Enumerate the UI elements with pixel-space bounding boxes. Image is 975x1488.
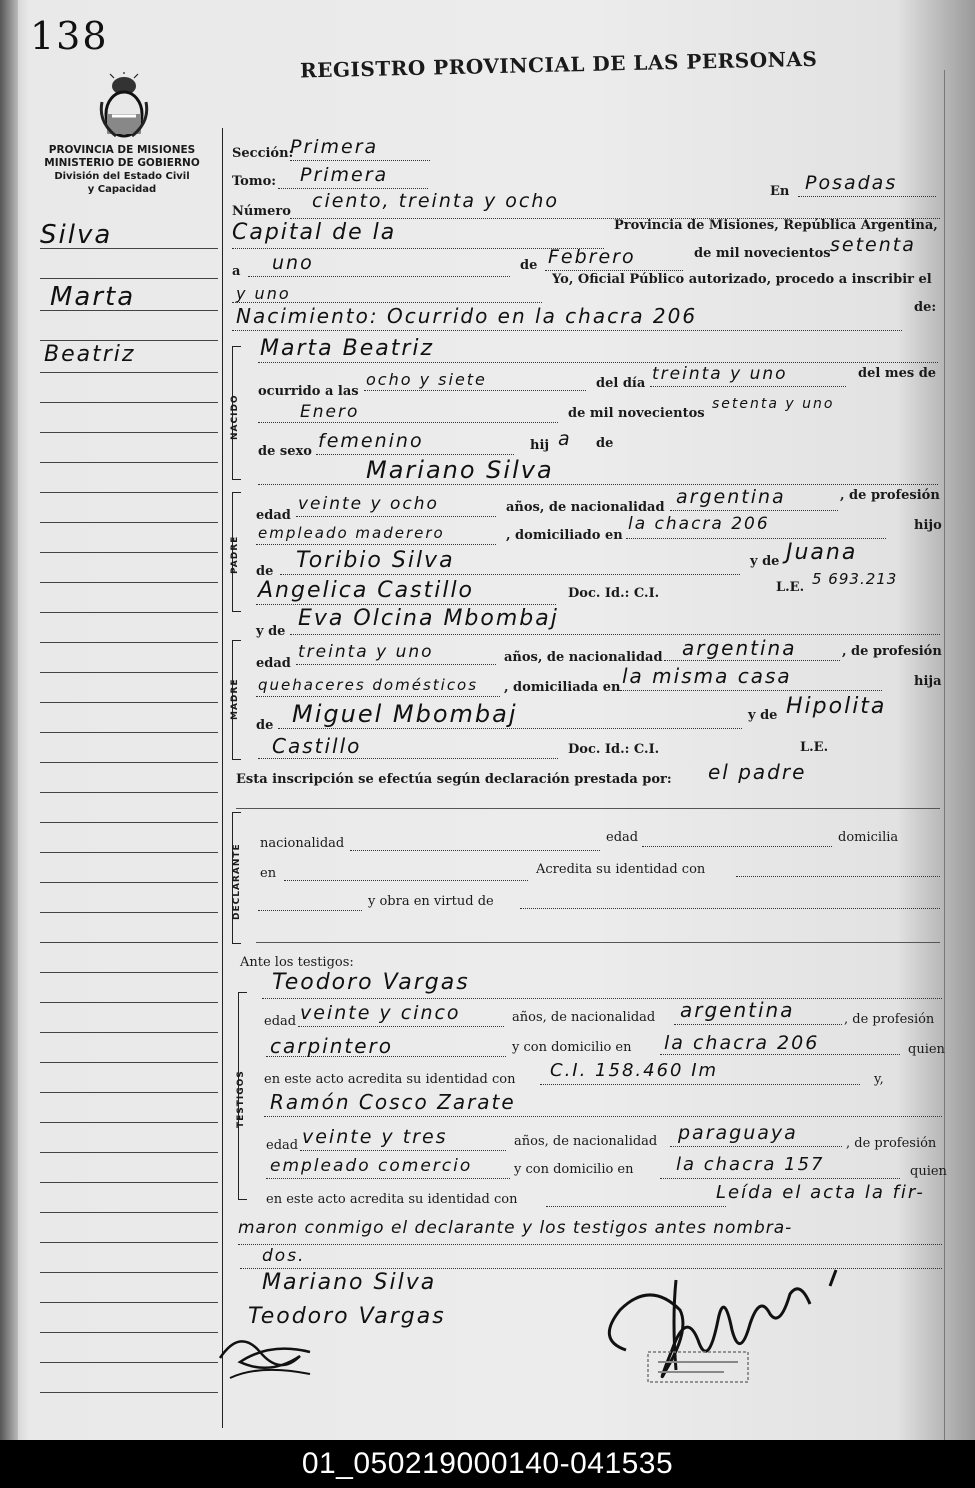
ocurrido-label: ocurrido a las [258, 384, 359, 399]
numero-label: Número [232, 204, 291, 219]
madre-nac-label: años, de nacionalidad [504, 650, 663, 665]
t2-edad-value: veinte y tres [302, 1126, 448, 1148]
padre-de-label: de [256, 564, 274, 579]
document-title: REGISTRO PROVINCIAL DE LAS PERSONAS [299, 46, 818, 83]
t1-edad-label: edad [264, 1014, 297, 1029]
abuela-m-value-2: Castillo [272, 734, 362, 758]
mes-value: Febrero [548, 246, 636, 268]
issuing-authority [32, 144, 212, 196]
padre-edad-value: veinte y ocho [298, 494, 439, 514]
padre-section: PADRE [230, 535, 240, 574]
decl-acredita-label: Acredita su identidad con [536, 862, 706, 877]
t2-prof-label: , de profesión [846, 1136, 937, 1151]
declarante-value: el padre [708, 760, 807, 784]
hija-label: hija [914, 674, 942, 689]
madre-section: MADRE [230, 678, 240, 720]
a-label: a [232, 264, 241, 279]
t2-quien-label: quien [910, 1164, 947, 1179]
abuelo-m-value: Miguel Mbombaj [292, 700, 518, 728]
hij-suffix: a [558, 428, 572, 450]
madre-edad-value: treinta y uno [298, 642, 434, 662]
t1-prof-label: , de profesión [844, 1012, 935, 1027]
margin-divider [222, 128, 223, 1428]
domiciliada-label: , domiciliada en [504, 680, 621, 695]
divider-2 [256, 942, 940, 943]
abuelo-value: Toribio Silva [296, 548, 455, 573]
abuela-value: Juana [786, 540, 858, 565]
sexo-label: de sexo [258, 444, 312, 459]
t2-dom-label: y con domicilio en [514, 1162, 634, 1177]
cierre-3: dos. [262, 1246, 306, 1266]
padre-dom-value: la chacra 206 [628, 514, 770, 534]
padre-le-label: L.E. [776, 580, 805, 595]
t1-nac-label: años, de nacionalidad [512, 1010, 656, 1025]
margin-middle-name: Beatriz [44, 342, 136, 367]
nacido-section: NACIDO [230, 394, 240, 440]
inscripcion-label: Esta inscripción se efectúa según declaración prestada por: [236, 772, 672, 787]
margin-surname: Silva [40, 220, 113, 250]
dia-nac-value: treinta y uno [652, 364, 788, 384]
division-label-2: y Capacidad [87, 184, 157, 195]
t1-nac-value: argentina [680, 998, 795, 1022]
padre-value: Mariano Silva [366, 456, 554, 484]
madre-prof-label: , de profesión [842, 644, 942, 659]
mes-nac-value: Enero [300, 402, 360, 422]
seccion-value: Primera [290, 136, 379, 158]
madre-yde-label: y de [256, 624, 286, 639]
yo-label: Yo, Oficial Público autorizado, procedo a inscribir el [552, 272, 932, 287]
padre-prof-label: , de profesión [840, 488, 940, 503]
anio-value: setenta [830, 234, 916, 256]
dia-value: uno [272, 252, 314, 274]
page-shadow [0, 0, 18, 1440]
abuela-m-value: Hipolita [786, 694, 887, 719]
division-label: División del Estado Civil [54, 171, 190, 182]
t2-prof-value: empleado comercio [270, 1156, 473, 1176]
t1-dom-label: y con domicilio en [512, 1040, 632, 1055]
del-mes-label: del mes de [858, 366, 937, 381]
seccion-label: Sección: [232, 146, 294, 161]
del-dia-label: del día [596, 376, 646, 391]
t1-edad-value: veinte y cinco [300, 1002, 461, 1024]
decl-nac-label: nacionalidad [260, 836, 345, 851]
official-stamp-icon [644, 1348, 754, 1392]
padre-nac-label: años, de nacionalidad [506, 500, 665, 515]
decl-en-label: en [260, 866, 277, 881]
provincia-label: Provincia de Misiones, República Argentina, [614, 218, 938, 233]
t2-edad-label: edad [266, 1138, 299, 1153]
decl-edad-label: edad [606, 830, 639, 845]
de-colon-label: de: [914, 300, 937, 315]
firma-padre: Mariano Silva [262, 1270, 437, 1295]
madre-yde2-label: y de [748, 708, 778, 723]
ministry-label: MINISTERIO DE GOBIERNO [44, 157, 200, 169]
testigo1-value: Teodoro Vargas [272, 970, 470, 995]
madre-prof-value: quehaceres domésticos [258, 676, 479, 694]
page-number: 138 [30, 14, 109, 58]
padre-edad-label: edad [256, 508, 291, 523]
anio-value-2: y uno [236, 284, 291, 303]
padre-le-value: 5 693.213 [812, 570, 898, 588]
t2-dom-value: la chacra 157 [676, 1154, 825, 1175]
testigo2-value: Ramón Cosco Zarate [270, 1090, 516, 1114]
de-label: de [520, 258, 538, 273]
t1-dom-value: la chacra 206 [664, 1032, 820, 1054]
padre-yde-label: y de [750, 554, 780, 569]
padre-prof-value: empleado maderero [258, 524, 445, 542]
mil2-label: de mil novecientos [568, 406, 705, 421]
t1-y-label: y, [874, 1072, 884, 1087]
t1-quien-label: quien [908, 1042, 945, 1057]
madre-de-label: de [256, 718, 274, 733]
capital-value: Capital de la [232, 220, 397, 245]
coat-of-arms-icon [98, 72, 150, 144]
madre-nac-value: argentina [682, 636, 797, 660]
hij-label: hij [530, 438, 550, 453]
de2-label: de [596, 436, 614, 451]
decl-domicilia-label: domicilia [838, 830, 899, 845]
madre-le-label: L.E. [800, 740, 829, 755]
firma-testigo: Teodoro Vargas [248, 1304, 446, 1329]
image-id-footer: 01_050219000140-041535 [0, 1440, 975, 1488]
madre-doc-label: Doc. Id.: C.I. [568, 742, 660, 757]
numero-value: ciento, treinta y ocho [312, 190, 560, 212]
padre-nac-value: argentina [676, 486, 786, 508]
t2-nac-label: años, de nacionalidad [514, 1134, 658, 1149]
hijo-label: hijo [914, 518, 942, 533]
cierre-2: maron conmigo el declarante y los testigos antes nombra- [238, 1218, 793, 1238]
hora-value: ocho y siete [366, 370, 487, 389]
scribble-signature-icon [210, 1318, 330, 1392]
madre-value: Eva Olcina Mbombaj [298, 606, 559, 631]
t2-acredita-label: en este acto acredita su identidad con [266, 1192, 518, 1207]
nombre-value: Marta Beatriz [260, 336, 435, 361]
anio-nac-value: setenta y uno [712, 396, 835, 412]
mil-label: de mil novecientos [694, 246, 831, 261]
t1-prof-value: carpintero [270, 1034, 394, 1058]
decl-obra-label: y obra en virtud de [368, 894, 494, 909]
abuela-value-2: Angelica Castillo [258, 578, 475, 603]
madre-edad-label: edad [256, 656, 291, 671]
tomo-label: Tomo: [232, 174, 277, 189]
madre-dom-value: la misma casa [622, 664, 792, 688]
padre-doc-label: Doc. Id.: C.I. [568, 586, 660, 601]
t2-nac-value: paraguaya [678, 1122, 798, 1144]
acta-value: Nacimiento: Ocurrido en la chacra 206 [236, 304, 698, 328]
tomo-value: Primera [300, 164, 389, 186]
t1-id-value: C.I. 158.460 Im [550, 1060, 719, 1081]
margin-first-name: Marta [50, 282, 136, 312]
cierre-1: Leída el acta la fir- [716, 1182, 925, 1203]
domiciliado-label: , domiciliado en [506, 528, 623, 543]
divider-1 [236, 808, 940, 809]
lugar-value: Posadas [805, 172, 898, 194]
declarante-section: DECLARANTE [232, 843, 242, 920]
sexo-value: femenino [318, 430, 424, 452]
province-label: PROVINCIA DE MISIONES [48, 144, 196, 156]
testigos-section: TESTIGOS [236, 1070, 246, 1128]
en-label: En [770, 184, 790, 199]
ante-label: Ante los testigos: [240, 955, 354, 970]
right-border [944, 70, 945, 1440]
t1-acredita-label: en este acto acredita su identidad con [264, 1072, 516, 1087]
